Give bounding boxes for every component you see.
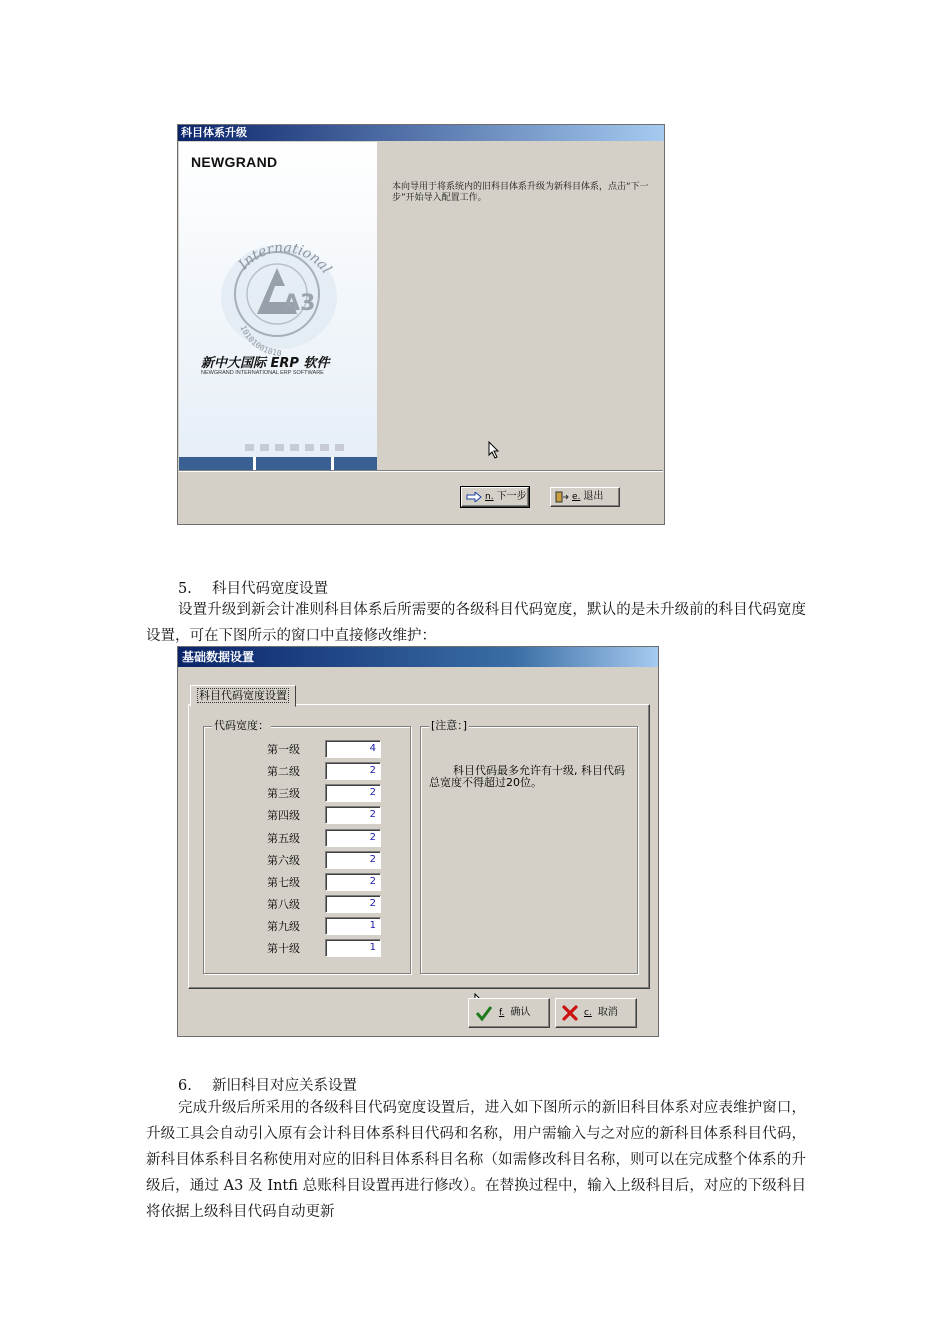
level-label: 第十级 xyxy=(267,941,300,955)
confirm-button[interactable] xyxy=(468,998,550,1028)
exit-button-label: 退出 xyxy=(583,491,604,502)
section-6-body: 完成升级后所采用的各级科目代码宽度设置后，进入如下图所示的新旧科目体系对应表维护窗口，升级工具会自动引入原有会计科目体系科目代码和名称，用户需输入与之对应的新科目体系科目代码，新科目体系科目名称使用对应的旧科目体系科目名称（如需修改科目名称，则可以在完成整个体系的升级后，通过 A3 及 Intfi 总账科目设置再进行修改）。在替换过程中，输入上级科目后，对应的下级科目将依据上级科目代码自动更新 xyxy=(146,1100,806,1220)
svg-text:10101001010: 10101001010 xyxy=(238,324,282,359)
level-label: 第九级 xyxy=(267,919,300,933)
note-legend: [注意：] xyxy=(431,719,468,732)
brand-logo-text: NEWGRAND xyxy=(191,154,278,170)
level-label: 第八级 xyxy=(267,897,300,911)
checkmark-icon xyxy=(475,1004,493,1022)
level-width-input[interactable]: 2 xyxy=(325,873,381,891)
code-width-legend: 代码宽度： xyxy=(214,719,269,732)
level-width-input[interactable]: 1 xyxy=(325,939,381,957)
upgrade-wizard-window xyxy=(177,124,665,525)
section-5-title: 科目代码宽度设置 xyxy=(212,581,328,597)
code-width-group xyxy=(203,719,411,974)
next-accelerator: n. xyxy=(485,492,494,502)
level-label: 第七级 xyxy=(267,875,300,889)
confirm-accelerator: f. xyxy=(499,1008,505,1018)
level-width-input[interactable]: 2 xyxy=(325,895,381,913)
level-width-input[interactable]: 2 xyxy=(325,851,381,869)
logo-mark: A3 xyxy=(283,291,316,316)
level-width-input[interactable]: 2 xyxy=(325,829,381,847)
level-width-input[interactable]: 1 xyxy=(325,917,381,935)
svg-text:International: International xyxy=(235,239,335,277)
next-button-label: 下一步 xyxy=(496,491,527,502)
exit-button[interactable] xyxy=(550,487,620,507)
section-5-body: 设置升级到新会计准则科目体系后所需要的各级科目代码宽度，默认的是未升级前的科目代码宽度设置，可在下图所示的窗口中直接修改维护： xyxy=(146,602,806,644)
cancel-button-label: 取消 xyxy=(597,1007,618,1018)
level-row xyxy=(267,783,381,802)
tab-code-width-setup[interactable] xyxy=(190,685,296,707)
level-label: 第五级 xyxy=(267,831,300,845)
level-label: 第一级 xyxy=(267,742,300,756)
wizard-title: 科目体系升级 xyxy=(178,125,664,141)
wizard-intro-text: 本向导用于将系统内的旧科目体系升级为新科目体系，点击“下一步”开始导入配置工作。 xyxy=(392,182,649,203)
exit-door-icon xyxy=(555,491,569,503)
sidebar-footer-bar xyxy=(179,457,377,470)
cancel-accelerator: c. xyxy=(584,1008,592,1018)
level-width-input[interactable]: 2 xyxy=(325,762,381,780)
level-row xyxy=(267,916,381,935)
level-row xyxy=(267,828,381,847)
note-text: 科目代码最多允许有十级, 科目代码总宽度不得超过20位。 xyxy=(429,764,625,789)
level-row xyxy=(267,805,381,824)
setup-window-title: 基础数据设置 xyxy=(178,647,658,667)
confirm-button-label: 确认 xyxy=(510,1007,531,1018)
tab-label: 科目代码宽度设置 xyxy=(199,689,287,702)
level-row xyxy=(267,850,381,869)
section-6-heading xyxy=(178,1074,357,1095)
section-6-title: 新旧科目对应关系设置 xyxy=(212,1078,357,1094)
section-6-number: 6. xyxy=(178,1078,192,1094)
level-row xyxy=(267,739,381,758)
exit-accelerator: e. xyxy=(572,492,581,502)
level-label: 第二级 xyxy=(267,764,300,778)
close-x-icon xyxy=(562,1005,578,1021)
wizard-sidebar xyxy=(179,142,377,470)
cancel-button[interactable] xyxy=(555,998,637,1028)
level-row xyxy=(267,872,381,891)
arrow-right-icon xyxy=(466,492,482,502)
level-label: 第六级 xyxy=(267,853,300,867)
decorative-squares xyxy=(245,444,344,451)
next-button[interactable] xyxy=(461,487,529,507)
level-label: 第四级 xyxy=(267,808,300,822)
wizard-separator xyxy=(179,470,663,472)
level-label: 第三级 xyxy=(267,786,300,800)
level-width-input[interactable]: 2 xyxy=(325,806,381,824)
level-row xyxy=(267,761,381,780)
logo-ring-text xyxy=(213,232,353,362)
product-name-en: NEWGRAND INTERNATIONAL ERP SOFTWARE xyxy=(201,370,324,376)
level-width-input[interactable]: 2 xyxy=(325,784,381,802)
note-group xyxy=(420,719,638,974)
section-5-number: 5. xyxy=(178,581,192,597)
section-5-heading xyxy=(178,577,328,598)
level-width-input[interactable]: 4 xyxy=(325,740,381,758)
level-row xyxy=(267,938,381,957)
base-data-setup-window xyxy=(177,646,659,1037)
mouse-cursor-icon xyxy=(488,441,500,459)
product-name-cn: 新中大国际 ERP 软件 xyxy=(201,356,330,371)
level-row xyxy=(267,894,381,913)
